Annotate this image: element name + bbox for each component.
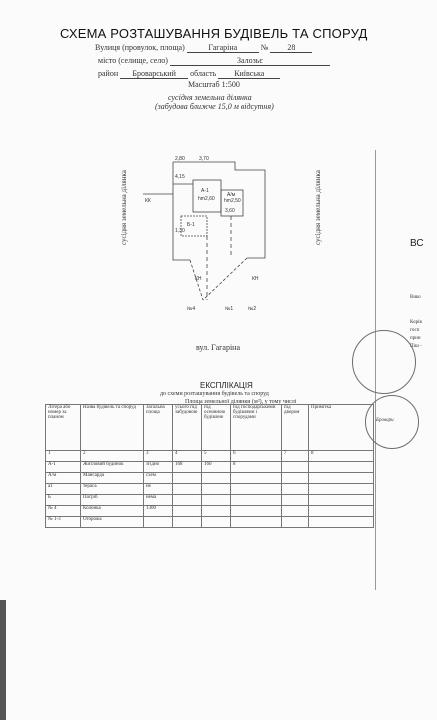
table-row	[46, 462, 374, 473]
cell: № 1-3	[46, 517, 81, 528]
cell	[231, 506, 282, 517]
official-stamp-2	[365, 395, 419, 449]
district-value: Броварський	[120, 69, 188, 79]
table-number-row	[46, 451, 374, 462]
cell	[231, 473, 282, 484]
region-label: область	[190, 69, 217, 78]
col-number: 3	[144, 451, 173, 462]
cell	[231, 495, 282, 506]
cell	[282, 495, 309, 506]
col-number: 2	[81, 451, 144, 462]
neighbor-left-label: сусідня земельна ділянка	[120, 170, 128, 245]
cell	[282, 462, 309, 473]
cell: не	[144, 484, 173, 495]
dim-h: 4,15	[175, 174, 185, 180]
binding-edge	[0, 600, 6, 720]
cell: а1	[46, 484, 81, 495]
label-am-floor: hm2,50	[224, 198, 241, 204]
dim-y: 1,30	[175, 228, 185, 234]
cell	[309, 506, 374, 517]
table-row	[46, 495, 374, 506]
cell: нема	[144, 495, 173, 506]
cell	[173, 473, 202, 484]
cell: 1300	[144, 506, 173, 517]
cell	[309, 462, 374, 473]
explication-title: ЕКСПЛІКАЦІЯ	[200, 381, 253, 390]
cell	[309, 495, 374, 506]
document-title: СХЕМА РОЗТАШУВАННЯ БУДІВЕЛЬ ТА СПОРУД	[60, 26, 368, 41]
cell	[309, 484, 374, 495]
cell	[202, 495, 231, 506]
area-caption: Площа земельної ділянки (м²), у тому числі	[185, 399, 297, 405]
number-label: №	[260, 43, 269, 52]
cell: схем	[144, 473, 173, 484]
cell: 8	[231, 462, 282, 473]
cell	[173, 495, 202, 506]
cell: згідно	[144, 462, 173, 473]
street-label: Вулиця (провулок, площа)	[95, 43, 185, 52]
col-number: 7	[282, 451, 309, 462]
label-a1: А-1	[201, 188, 209, 194]
cell	[202, 473, 231, 484]
fence-right	[203, 258, 247, 300]
street-line	[95, 43, 312, 53]
cell: Б	[46, 495, 81, 506]
cell: № 4	[46, 506, 81, 517]
plot-boundary-right	[173, 162, 265, 258]
header-name: Назва будівель та споруд	[81, 405, 144, 451]
dim-x: 3,60	[225, 208, 235, 214]
label-b1: Б-1	[187, 222, 195, 228]
number-value: 28	[270, 43, 312, 53]
neighbor-top-label: сусідня земельна ділянка	[168, 93, 252, 102]
region-value: Київська	[218, 69, 280, 79]
col-number: 8	[309, 451, 374, 462]
table-row	[46, 517, 374, 528]
col-number: 4	[173, 451, 202, 462]
cell: 160	[202, 462, 231, 473]
cell: Огорожа	[81, 517, 144, 528]
dim-left: 2,80	[175, 156, 185, 162]
cell	[173, 484, 202, 495]
side-heading: ВС	[410, 238, 424, 249]
cell	[173, 506, 202, 517]
side-line: Корів	[410, 320, 422, 325]
label-n4: №4	[187, 306, 196, 312]
header-aux: під господарськими будівлями і спорудами	[231, 405, 282, 451]
label-n1: №1	[225, 306, 234, 312]
cell: Погріб	[81, 495, 144, 506]
header-letter: Літера або номер за планом	[46, 405, 81, 451]
cell: Мансарда	[81, 473, 144, 484]
side-line: прин	[410, 336, 421, 341]
cell	[144, 517, 173, 528]
explication-subtitle: до схеми розташування будівель та споруд	[160, 391, 269, 397]
table-row	[46, 473, 374, 484]
neighbor-top-note: (забудова ближче 15,0 м відсутня)	[155, 102, 274, 111]
cell	[173, 517, 202, 528]
stamp-text: Бровари	[376, 418, 394, 423]
street-caption: вул. Гагаріна	[196, 343, 241, 352]
cell	[282, 517, 309, 528]
cell: тераса	[81, 484, 144, 495]
label-n2: №2	[248, 306, 257, 312]
neighbor-right-label: сусідня земельна ділянка	[314, 170, 322, 245]
cell	[202, 484, 231, 495]
cell	[282, 484, 309, 495]
district-line	[98, 69, 280, 79]
site-plan	[135, 150, 295, 330]
header-total: Загальна площа	[144, 405, 173, 451]
cell	[282, 506, 309, 517]
street-value: Гагаріна	[187, 43, 259, 53]
cell	[231, 517, 282, 528]
header-main: під основною будівлею	[202, 405, 231, 451]
side-line: Вико	[410, 295, 421, 300]
col-number: 1	[46, 451, 81, 462]
side-line: госп	[410, 328, 420, 333]
cell	[309, 517, 374, 528]
label-am: А/м	[227, 192, 236, 198]
cell: 168	[173, 462, 202, 473]
cell	[202, 506, 231, 517]
cell	[282, 473, 309, 484]
cell	[309, 473, 374, 484]
place-value: Залозьє	[170, 56, 330, 66]
place-line	[98, 56, 330, 66]
header-yard: під двором	[282, 405, 309, 451]
label-kn-left: КН	[195, 276, 202, 282]
table-header-row	[46, 405, 374, 451]
label-a1-floor: hm2,60	[198, 196, 215, 202]
label-kk: КК	[145, 198, 151, 204]
place-label: місто (селище, село)	[98, 56, 168, 65]
dim-top: 3,70	[199, 156, 209, 162]
official-stamp	[352, 330, 416, 394]
col-number: 6	[231, 451, 282, 462]
col-number: 5	[202, 451, 231, 462]
cell	[231, 484, 282, 495]
cell: Колонка	[81, 506, 144, 517]
explication-table	[45, 404, 374, 528]
label-kn-right: КН	[252, 276, 259, 282]
cell: А/м	[46, 473, 81, 484]
side-line: Піш -	[410, 344, 422, 349]
header-notes: Примітка	[309, 405, 374, 451]
table-row	[46, 506, 374, 517]
header-built: усього під забудовою	[173, 405, 202, 451]
scale-label: Масштаб 1:500	[188, 80, 240, 89]
table-row	[46, 484, 374, 495]
district-label: район	[98, 69, 119, 78]
cell: Житловий будинок	[81, 462, 144, 473]
cell	[202, 517, 231, 528]
cell: А-1	[46, 462, 81, 473]
